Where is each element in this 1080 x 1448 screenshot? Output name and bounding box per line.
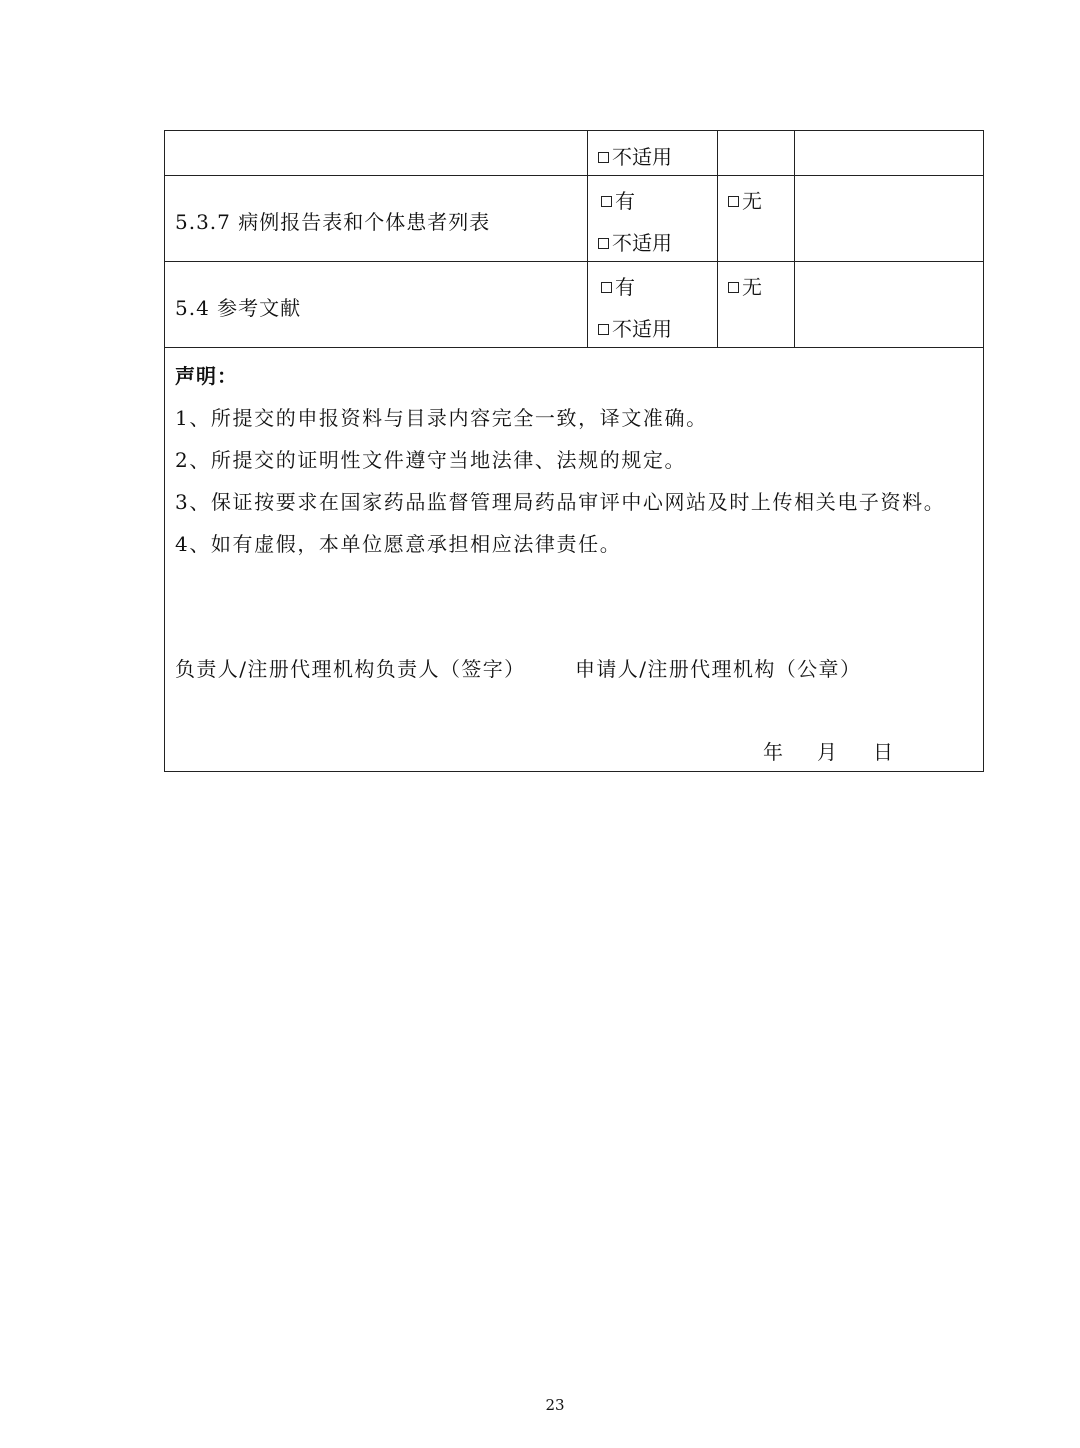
row-label: 5.3.7 病例报告表和个体患者列表	[175, 210, 491, 234]
date-day: 日	[873, 740, 893, 764]
declaration-section	[165, 348, 983, 773]
date-year: 年	[763, 740, 783, 764]
checkbox-icon[interactable]	[601, 282, 612, 293]
checkbox-not-applicable[interactable]	[598, 141, 672, 170]
declaration-item: 1、所提交的申报资料与目录内容完全一致，译文准确。	[175, 406, 708, 430]
declaration-item: 4、如有虚假，本单位愿意承担相应法律责任。	[175, 532, 622, 556]
declaration-title: 声明：	[175, 364, 238, 388]
checkbox-label: 无	[742, 189, 762, 213]
checkbox-icon[interactable]	[598, 324, 609, 335]
checkbox-yes[interactable]	[601, 271, 635, 300]
application-form-table	[164, 130, 984, 772]
checkbox-icon[interactable]	[728, 282, 739, 293]
table-row	[165, 131, 983, 176]
column-divider	[717, 131, 718, 175]
checkbox-no[interactable]	[728, 271, 762, 300]
table-row	[165, 262, 983, 348]
checkbox-icon[interactable]	[601, 196, 612, 207]
checkbox-label: 不适用	[612, 145, 672, 169]
checkbox-no[interactable]	[728, 185, 762, 214]
checkbox-label: 有	[615, 275, 635, 299]
table-row	[165, 176, 983, 262]
checkbox-not-applicable[interactable]	[598, 227, 672, 256]
checkbox-label: 无	[742, 275, 762, 299]
checkbox-icon[interactable]	[598, 152, 609, 163]
checkbox-icon[interactable]	[728, 196, 739, 207]
page-number: 23	[545, 1396, 565, 1414]
checkbox-label: 不适用	[612, 231, 672, 255]
signature-responsible-person: 负责人/注册代理机构负责人（签字）	[175, 657, 526, 681]
declaration-item: 3、保证按要求在国家药品监督管理局药品审评中心网站及时上传相关电子资料。	[175, 490, 946, 514]
date-month: 月	[817, 740, 837, 764]
column-divider	[794, 176, 795, 261]
signature-applicant-seal: 申请人/注册代理机构（公章）	[575, 657, 862, 681]
checkbox-label: 不适用	[612, 317, 672, 341]
checkbox-not-applicable[interactable]	[598, 313, 672, 342]
column-divider	[587, 176, 588, 261]
column-divider	[587, 262, 588, 347]
checkbox-yes[interactable]	[601, 185, 635, 214]
column-divider	[794, 262, 795, 347]
column-divider	[717, 176, 718, 261]
column-divider	[587, 131, 588, 175]
row-label: 5.4 参考文献	[175, 296, 302, 320]
checkbox-icon[interactable]	[598, 238, 609, 249]
checkbox-label: 有	[615, 189, 635, 213]
column-divider	[794, 131, 795, 175]
declaration-item: 2、所提交的证明性文件遵守当地法律、法规的规定。	[175, 448, 687, 472]
column-divider	[717, 262, 718, 347]
